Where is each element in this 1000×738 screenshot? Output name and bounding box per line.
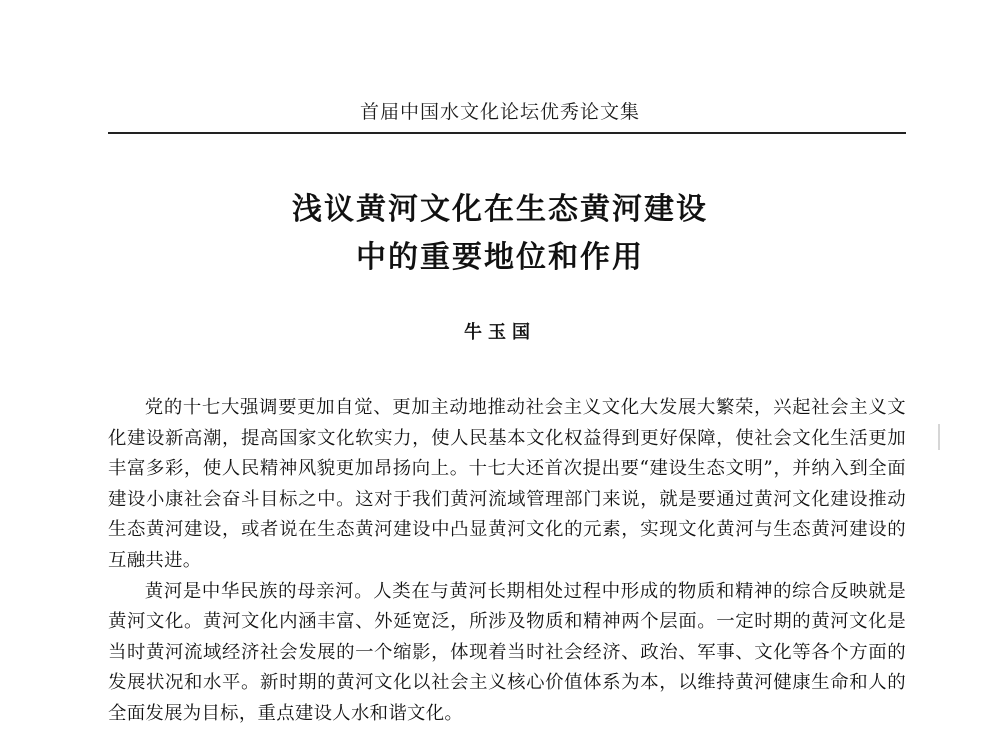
title-line-2: 中的重要地位和作用: [356, 240, 644, 275]
article-title: [0, 186, 1000, 282]
article-body: [108, 393, 906, 730]
title-line-1: 浅议黄河文化在生态黄河建设: [292, 192, 708, 227]
paragraph-2: 黄河是中华民族的母亲河。人类在与黄河长期相处过程中形成的物质和精神的综合反映就是黄河文化。黄河文化内涵丰富、外延宽泛，所涉及物质和精神两个层面。一定时期的黄河文化是当时黄河流域经济社会发展的一个缩影，体现着当时社会经济、政治、军事、文化等各个方面的发展状况和水平。新时期的黄河文化以社会主义核心价值体系为本，以维持黄河健康生命和人的全面发展为目标，重点建设人水和谐文化。: [108, 580, 906, 724]
paragraph-1: 党的十七大强调要更加自觉、更加主动地推动社会主义文化大发展大繁荣，兴起社会主义文化建设新高潮，提高国家文化软实力，使人民基本文化权益得到更好保障，使社会文化生活更加丰富多彩，使人民精神风貌更加昂扬向上。十七大还首次提出要“建设生态文明”，并纳入到全面建设小康社会奋斗目标之中。这对于我们黄河流域管理部门来说，就是要通过黄河文化建设推动生态黄河建设，或者说在生态黄河建设中凸显黄河文化的元素，实现文化黄河与生态黄河建设的互融共进。: [108, 397, 906, 571]
scan-edge-mark: [938, 424, 940, 450]
header-rule: [108, 132, 906, 134]
author-name: 牛玉国: [464, 322, 536, 343]
running-header: 首届中国水文化论坛优秀论文集: [359, 101, 640, 123]
